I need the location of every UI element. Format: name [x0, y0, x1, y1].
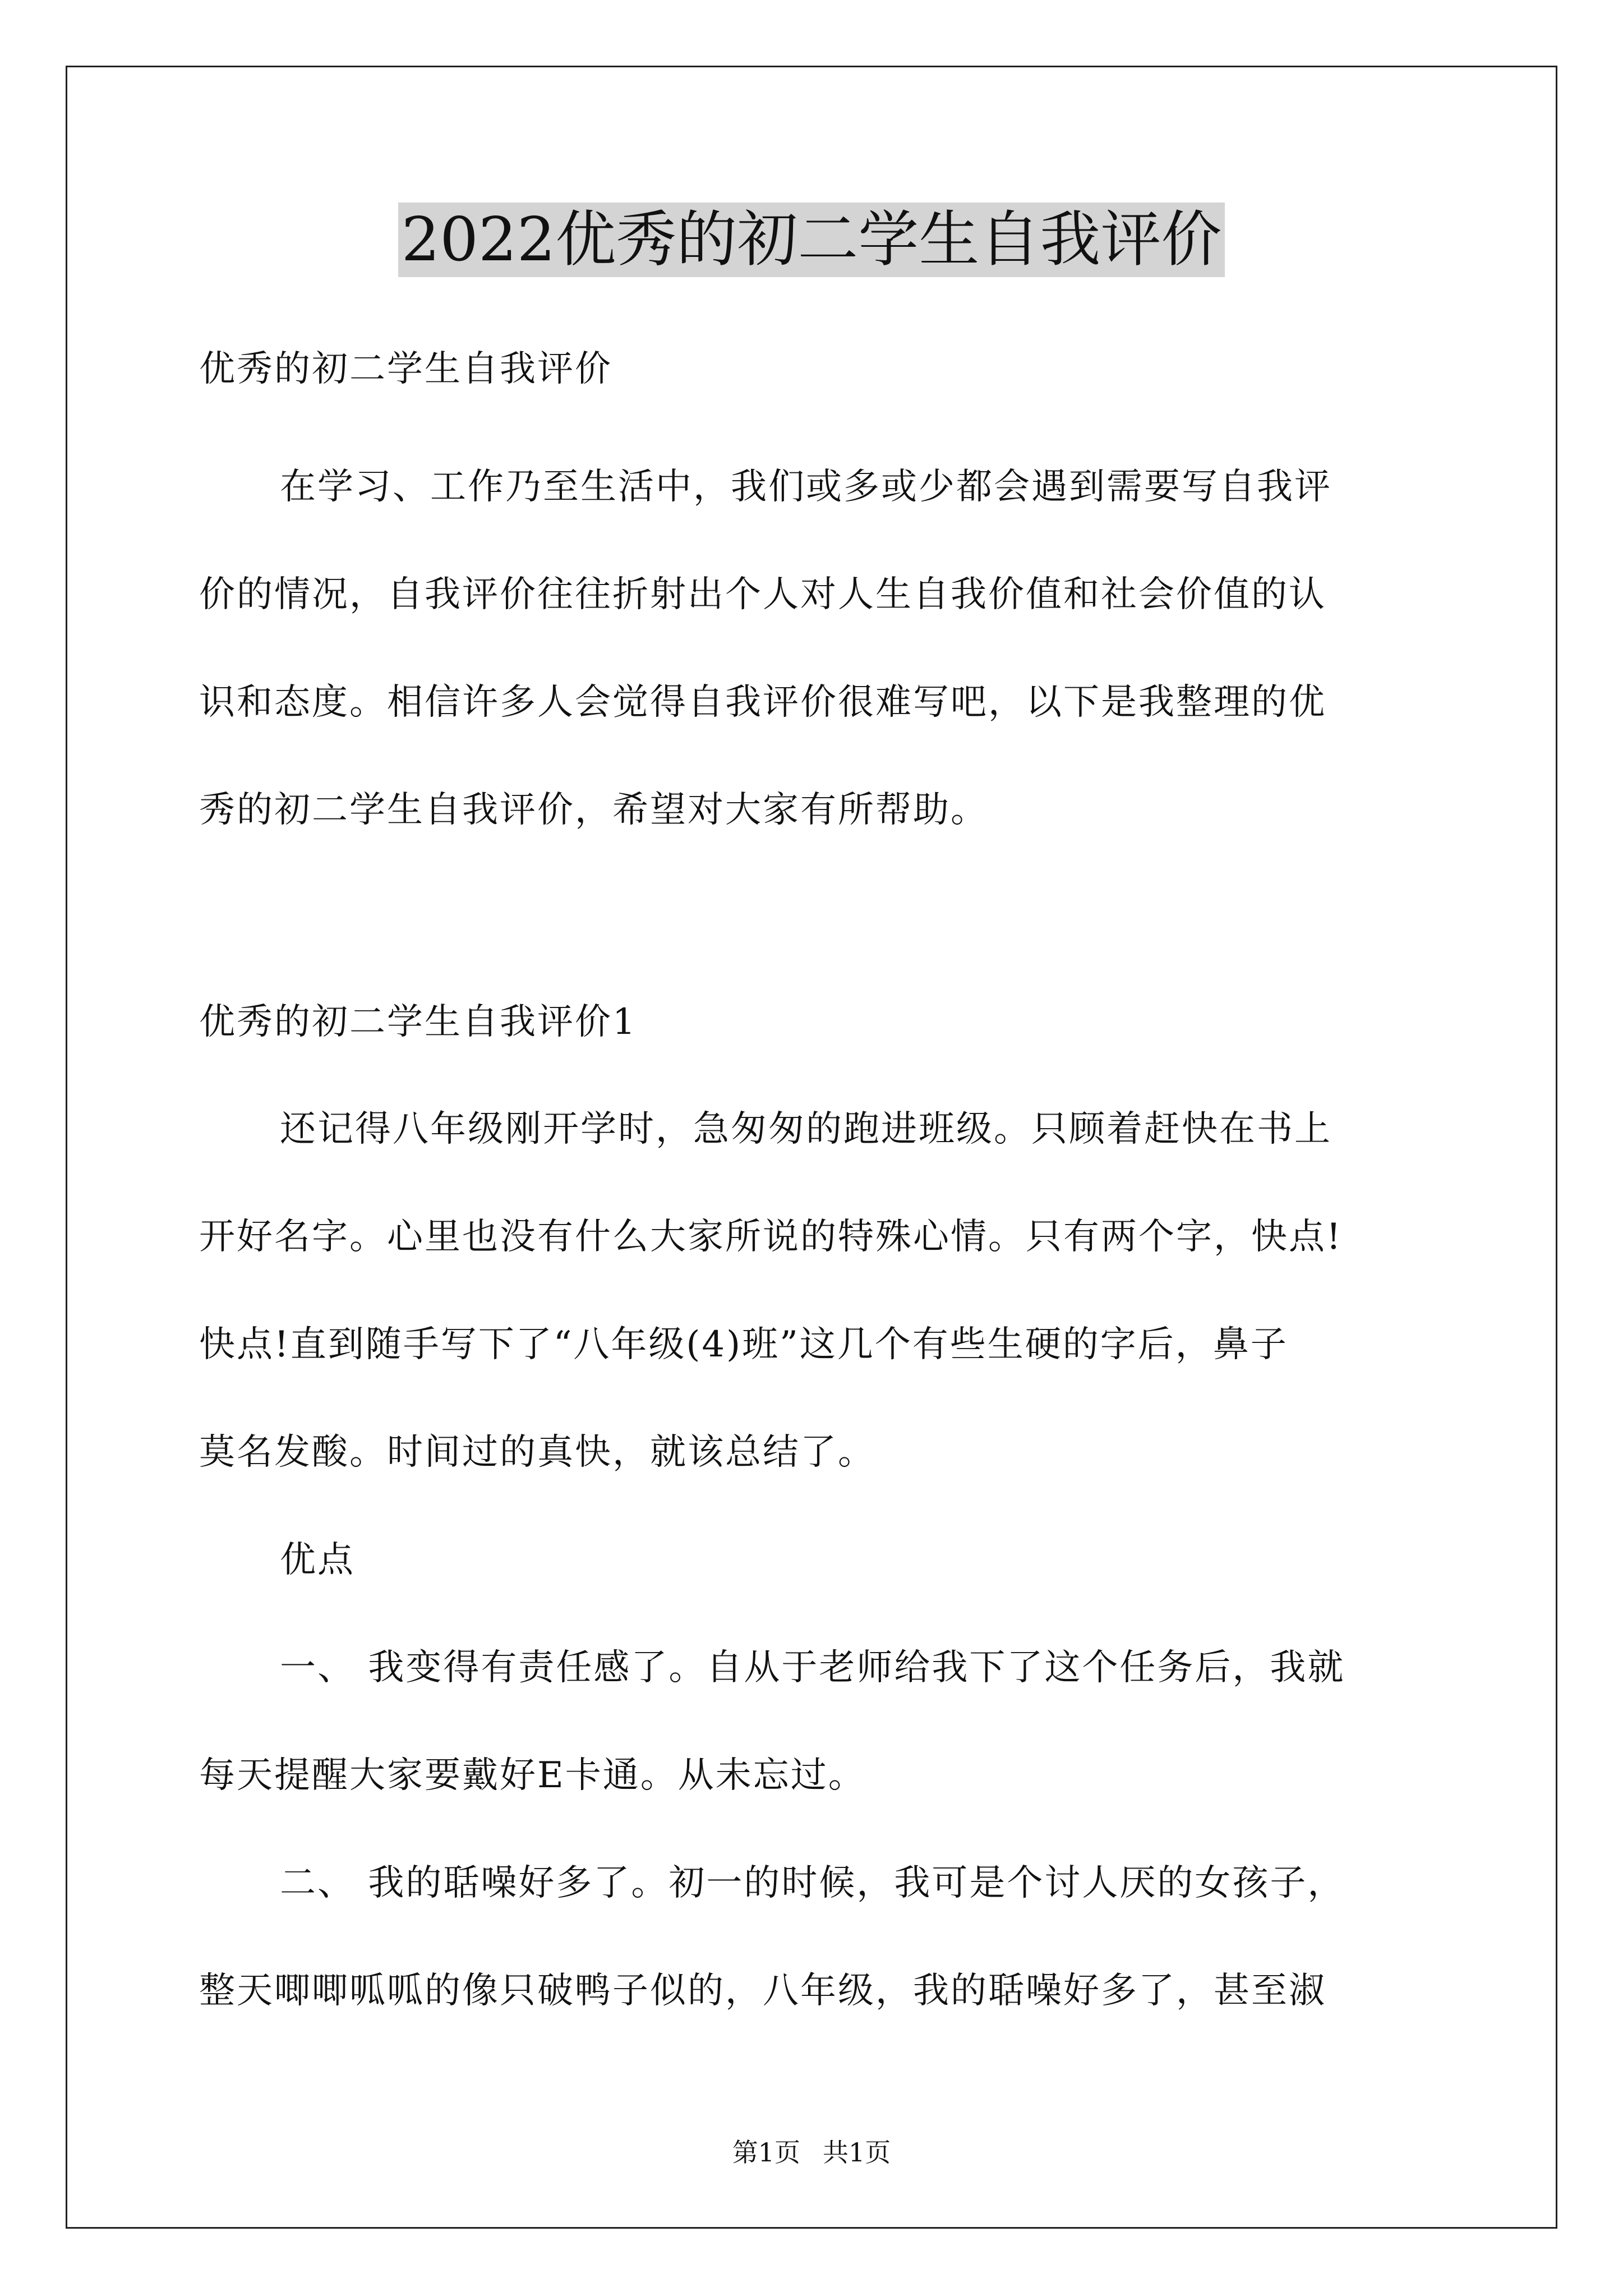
text-line: 一、 我变得有责任感了。自从于老师给我下了这个任务后，我就 [280, 1647, 1345, 1688]
page-number: 第1页 [732, 2137, 800, 2168]
intro-paragraph [199, 433, 1433, 864]
subheading: 优秀的初二学生自我评价1 [199, 1001, 637, 1043]
text-line: 识和态度。相信许多人会觉得自我评价很难写吧，以下是我整理的优 [199, 682, 1326, 723]
text-line: 价的情况，自我评价往往折射出个人对人生自我价值和社会价值的认 [199, 574, 1326, 615]
document-title-text: 2022优秀的初二学生自我评价 [398, 203, 1225, 277]
text-line: 在学习、工作乃至生活中，我们或多或少都会遇到需要写自我评 [280, 466, 1332, 508]
text-line: 莫名发酸。时间过的真快，就该总结了。 [199, 1432, 875, 1473]
text-line: 每天提醒大家要戴好E卡通。从未忘过。 [199, 1755, 866, 1796]
text-line: 秀的初二学生自我评价，希望对大家有所帮助。 [199, 789, 988, 831]
page-footer [0, 2136, 1623, 2169]
text-line: 开好名字。心里也没有什么大家所说的特殊心情。只有两个字，快点! [199, 1216, 1343, 1258]
body-text [199, 1075, 1433, 2045]
page-total: 共1页 [823, 2137, 891, 2168]
text-line: 优点 [280, 1539, 355, 1581]
text-line: 还记得八年级刚开学时，急匆匆的跑进班级。只顾着赶快在书上 [280, 1108, 1332, 1150]
text-line: 二、 我的聒噪好多了。初一的时候，我可是个讨人厌的女孩子， [280, 1862, 1345, 1904]
section-heading: 优秀的初二学生自我评价 [199, 348, 612, 390]
document-title [0, 201, 1623, 279]
text-line: 快点!直到随手写下了“八年级(4)班”这几个有些生硬的字后，鼻子 [199, 1324, 1288, 1365]
text-line: 整天唧唧呱呱的像只破鸭子似的，八年级，我的聒噪好多了，甚至淑 [199, 1970, 1326, 2012]
